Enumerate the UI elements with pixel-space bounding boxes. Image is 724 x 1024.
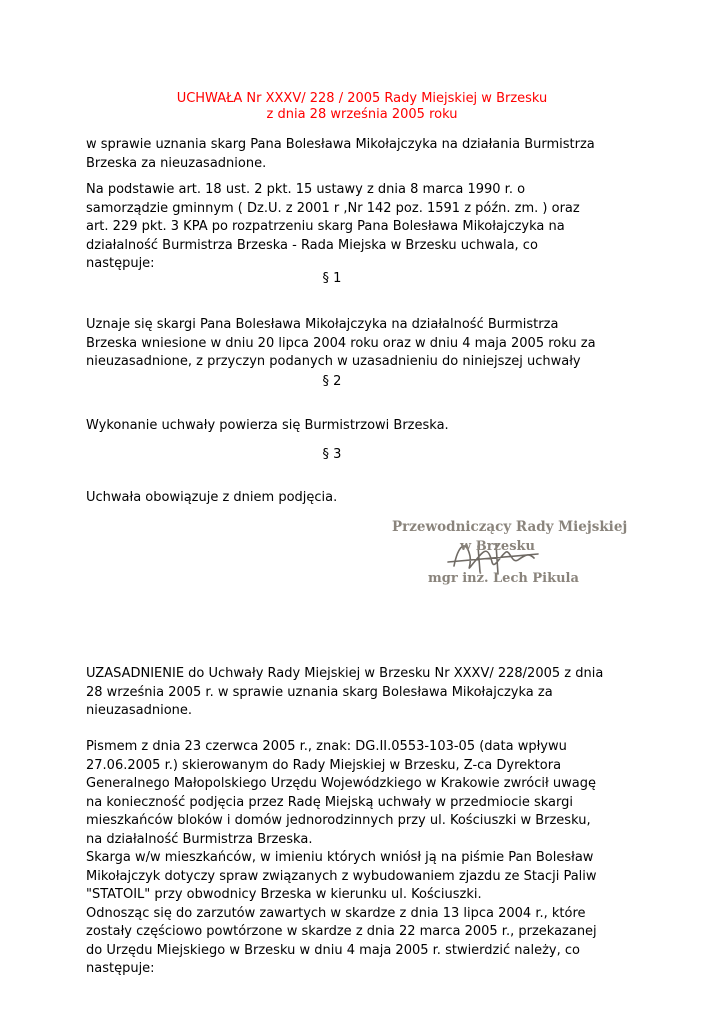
chairman-signature-stamp: [388, 516, 628, 592]
section-1-label: § 1: [322, 271, 342, 286]
signature-title: Przewodniczący Rady Miejskiej: [392, 519, 628, 535]
section-1-text: Uznaje się skargi Pana Bolesława Mikołajczyka na działalność Burmistrza Brzeska wniesione w dniu 20 lipca 2004 roku oraz w dniu 4 maja 2005 roku za nieuzasadnione, z przyczyn podanych w uzasadnieniu do niniejszej uchwały: [86, 317, 596, 369]
resolution-subject: w sprawie uznania skarg Pana Bolesława Mikołajczyka na działania Burmistrza Brzeska za nieuzasadnione.: [86, 137, 595, 171]
justification-body: Pismem z dnia 23 czerwca 2005 r., znak: DG.II.0553-103-05 (data wpływu 27.06.2005 r.) skierowanym do Rady Miejskiej w Brzesku, Z-ca Dyrektora Generalnego Małopolskiego Urzędu Wojewódzkiego w Krakowie zwrócił uwagę na konieczność podjęcia przez Radę Miejską uchwały w przedmiocie skargi mieszkańców bloków i domów jednorodzinnych przy ul. Kościuszki w Brzesku, na działalność Burmistrza Brzeska. Skarga w/w mieszkańców, w imieniu których wniósł ją na piśmie Pan Bolesław Mikołajczyk dotyczy spraw związanych z wybudowaniem zjazdu ze Stacji Paliw "STATOIL" przy obwodnicy Brzeska w kierunku ul. Kościuszki. Odnosząc się do zarzutów zawartych w skardze z dnia 13 lipca 2004 r., które zostały częściowo powtórzone w skardze z dnia 22 marca 2005 r., przekazanej do Urzędu Miejskiego w Brzesku w dniu 4 maja 2005 r. stwierdzić należy, co następuje:: [86, 739, 597, 976]
justification-heading: UZASADNIENIE do Uchwały Rady Miejskiej w Brzesku Nr XXXV/ 228/2005 z dnia 28 września 2005 r. w sprawie uznania skarg Bolesława Mikołajczyka za nieuzasadnione.: [86, 666, 604, 718]
section-3-label: § 3: [322, 447, 342, 462]
section-3-text: Uchwała obowiązuje z dniem podjęcia.: [86, 490, 338, 505]
signature-name: mgr inż. Lech Pikula: [428, 571, 579, 586]
resolution-title: UCHWAŁA Nr XXXV/ 228 / 2005 Rady Miejskiej w Brzesku: [176, 91, 548, 106]
section-2-label: § 2: [322, 374, 342, 389]
resolution-date: z dnia 28 września 2005 roku: [266, 107, 458, 122]
legal-basis-paragraph: Na podstawie art. 18 ust. 2 pkt. 15 ustawy z dnia 8 marca 1990 r. o samorządzie gminnym ( Dz.U. z 2001 r ,Nr 142 poz. 1591 z późn. zm. ) oraz art. 229 pkt. 3 KPA po rozpatrzeniu skarg Pana Bolesława Mikołajczyka na działalność Burmistrza Brzeska - Rada Miejska w Brzesku uchwala, co następuje:: [86, 182, 580, 271]
signature-place: w Brzesku: [460, 539, 535, 554]
section-2-text: Wykonanie uchwały powierza się Burmistrzowi Brzeska.: [86, 418, 449, 433]
